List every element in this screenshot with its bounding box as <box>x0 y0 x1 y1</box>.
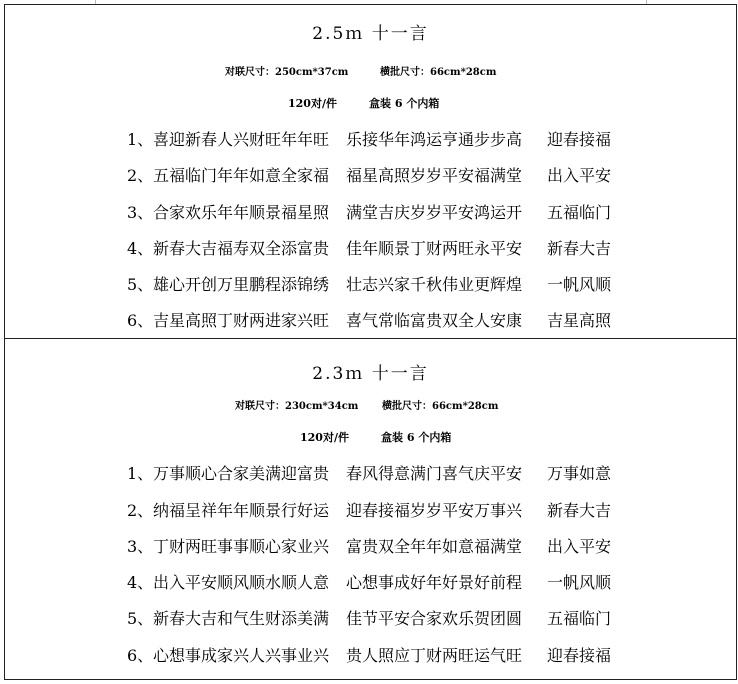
couplet-row <box>5 461 736 485</box>
horizontal-scroll: 一帆风顺 <box>547 573 612 592</box>
couplet-row <box>5 127 736 151</box>
upper-line: 新春大吉福寿双全添富贵 <box>153 239 330 258</box>
quantity: 120对/件 <box>288 97 337 110</box>
lower-line: 佳节平安合家欢乐贺团圆 <box>346 609 523 628</box>
horizontal-scroll: 新春大吉 <box>547 501 612 520</box>
horizontal-scroll: 万事如意 <box>547 464 612 483</box>
upper-line: 万事顺心合家美满迎富贵 <box>153 464 330 483</box>
row-number: 6、 <box>127 646 154 665</box>
couplet-row <box>5 534 736 558</box>
couplet-row <box>5 643 736 667</box>
row-number: 4、 <box>127 573 154 592</box>
horizontal-scroll: 迎春接福 <box>547 646 612 665</box>
couplet-row <box>5 272 736 296</box>
couplet-size: 对联尺寸：250cm*37cm <box>225 67 349 78</box>
packing: 盒装 6 个内箱 <box>369 97 440 110</box>
lower-line: 乐接华年鸿运亨通步步高 <box>346 130 523 149</box>
horizontal-size: 横批尺寸：66cm*28cm <box>380 67 497 78</box>
lower-line: 富贵双全年年如意福满堂 <box>346 537 523 556</box>
lower-line: 贵人照应丁财两旺运气旺 <box>346 646 523 665</box>
row-number: 3、 <box>127 203 154 222</box>
upper-line: 吉星高照丁财两进家兴旺 <box>153 311 330 330</box>
quantity: 120对/件 <box>300 431 349 444</box>
couplet-row <box>5 163 736 187</box>
row-number: 3、 <box>127 537 154 556</box>
couplet-row <box>5 308 736 332</box>
upper-line: 出入平安顺风顺水顺人意 <box>153 573 330 592</box>
horizontal-scroll: 五福临门 <box>547 609 612 628</box>
upper-line: 丁财两旺事事顺心家业兴 <box>153 537 330 556</box>
lower-line: 春风得意满门喜气庆平安 <box>346 464 523 483</box>
horizontal-scroll: 新春大吉 <box>547 239 612 258</box>
horizontal-scroll: 出入平安 <box>547 537 612 556</box>
horizontal-scroll: 吉星高照 <box>547 311 612 330</box>
upper-line: 喜迎新春人兴财旺年年旺 <box>153 130 330 149</box>
upper-line: 雄心开创万里鹏程添锦绣 <box>153 275 330 294</box>
lower-line: 喜气常临富贵双全人安康 <box>346 311 523 330</box>
section-title: 2.3ｍ 十一言 <box>312 364 429 384</box>
lower-line: 心想事成好年好景好前程 <box>346 573 523 592</box>
section-2-3m <box>4 338 737 680</box>
lower-line: 福星高照岁岁平安福满堂 <box>346 166 523 185</box>
section-title: 2.5ｍ 十一言 <box>312 24 429 44</box>
horizontal-scroll: 迎春接福 <box>547 130 612 149</box>
couplet-row <box>5 200 736 224</box>
horizontal-size: 横批尺寸：66cm*28cm <box>382 401 499 412</box>
upper-line: 新春大吉和气生财添美满 <box>153 609 330 628</box>
row-number: 5、 <box>127 609 154 628</box>
row-number: 2、 <box>127 166 154 185</box>
couplet-size: 对联尺寸：230cm*34cm <box>235 401 359 412</box>
row-number: 2、 <box>127 501 154 520</box>
row-number: 5、 <box>127 275 154 294</box>
lower-line: 迎春接福岁岁平安万事兴 <box>346 501 523 520</box>
couplet-row <box>5 236 736 260</box>
row-number: 1、 <box>127 464 154 483</box>
row-number: 4、 <box>127 239 154 258</box>
couplet-row <box>5 498 736 522</box>
lower-line: 佳年顺景丁财两旺永平安 <box>346 239 523 258</box>
upper-line: 纳福呈祥年年顺景行好运 <box>153 501 330 520</box>
packing: 盒装 6 个内箱 <box>381 431 452 444</box>
lower-line: 满堂吉庆岁岁平安鸿运开 <box>346 203 523 222</box>
couplet-row <box>5 570 736 594</box>
upper-line: 心想事成家兴人兴事业兴 <box>153 646 330 665</box>
upper-line: 合家欢乐年年顺景福星照 <box>153 203 330 222</box>
row-number: 6、 <box>127 311 154 330</box>
row-number: 1、 <box>127 130 154 149</box>
section-2-5m <box>4 4 737 338</box>
horizontal-scroll: 五福临门 <box>547 203 612 222</box>
horizontal-scroll: 出入平安 <box>547 166 612 185</box>
lower-line: 壮志兴家千秋伟业更辉煌 <box>346 275 523 294</box>
horizontal-scroll: 一帆风顺 <box>547 275 612 294</box>
couplet-row <box>5 606 736 630</box>
upper-line: 五福临门年年如意全家福 <box>153 166 330 185</box>
